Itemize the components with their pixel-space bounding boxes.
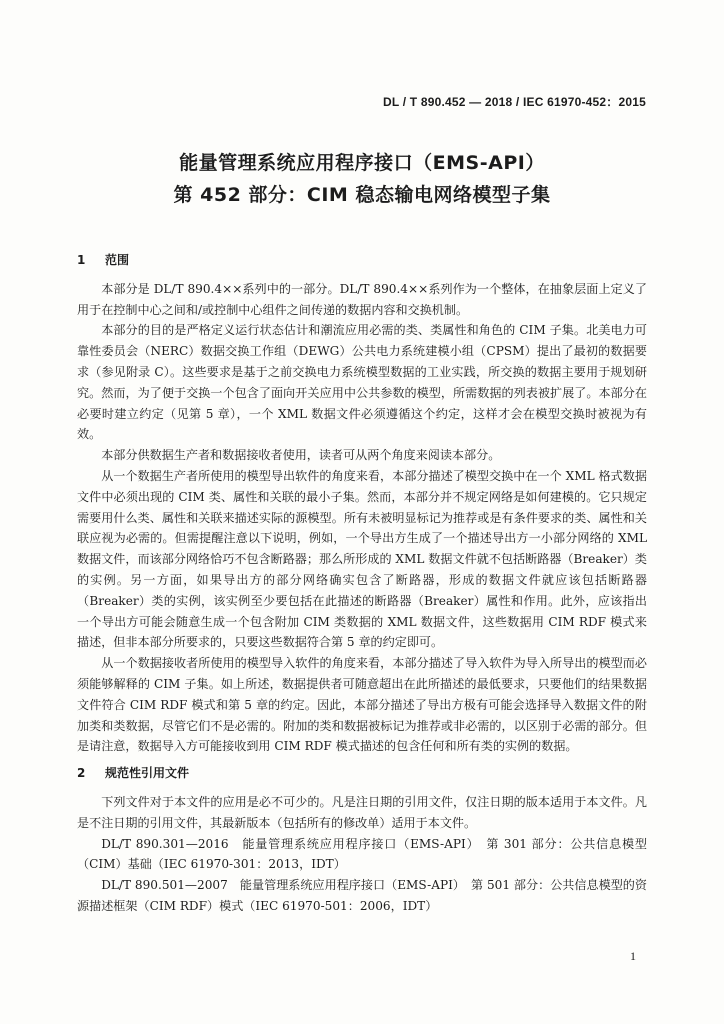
- section-1-heading: [77, 250, 647, 271]
- section-1-number: 1: [77, 253, 86, 267]
- reference-item: DL/T 890.301—2016 能量管理系统应用程序接口（EMS-API） 第 301 部分：公共信息模型（CIM）基础（IEC 61970-301：2013，IDT）: [77, 836, 647, 872]
- page-number: 1: [630, 949, 636, 963]
- paragraph: 本部分供数据生产者和数据接收者使用，读者可从两个角度来阅读本部分。: [101, 448, 501, 463]
- document-title: [0, 147, 724, 211]
- section-2-title: 规范性引用文件: [105, 766, 190, 781]
- title-line-2: 第 452 部分：CIM 稳态输电网络模型子集: [173, 184, 551, 206]
- paragraph: 从一个数据生产者所使用的模型导出软件的角度来看，本部分描述了模型交换中在一个 XML 格式数据文件中必须出现的 CIM 类、属性和关联的最小子集。然而，本部分并不规定网络是如何建模的。它只规定需要用什么类、属性和关联来描述实际的源模型。所有未被明显标记为推荐或是有条件要求的类、属性和关联应视为必需的。但需提醒注意以下说明，例如，一个导出方生成了一个描述导出方一小部分网络的 XML 数据文件，而该部分网络恰巧不包含断路器；那么所形成的 XML 数据文件就不包括断路器（Breaker）类的实例。另一方面，如果导出方的部分网络确实包含了断路器，形成的数据文件就应该包括断路器（Breaker）类的实例，该实例至少要包括在此描述的断路器（Breaker）属性和作用。此外，应该指出一个导出方可能会随意生成一个包含附加 CIM 类数据的 XML 数据文件，这些数据用 CIM RDF 模式来描述，但非本部分所要求的，只要这些数据符合第 5 章的约定即可。: [77, 468, 648, 650]
- paragraph: 本部分是 DL/T 890.4××系列中的一部分。DL/T 890.4××系列作为一个整体，在抽象层面上定义了用于在控制中心之间和/或控制中心组件之间传递的数据内容和交换机制。: [77, 281, 647, 317]
- paragraph: 本部分的目的是严格定义运行状态估计和潮流应用必需的类、类属性和角色的 CIM 子集。北美电力可靠性委员会（NERC）数据交换工作组（DEWG）公共电力系统建模小组（CPSM）提出了最初的数据要求（参见附录 C）。这些要求是基于之前交换电力系统模型数据的工业实践，所交换的数据主要用于规划研究。然而，为了便于交换一个包含了面向开关应用中公共参数的模型，所需数据的列表被扩展了。本部分在必要时建立约定（见第 5 章），一个 XML 数据文件必须遵循这个约定，这样才会在模型交换时被视为有效。: [77, 323, 647, 442]
- section-1-title: 范围: [105, 253, 130, 267]
- standard-code-header: DL / T 890.452 — 2018 / IEC 61970-452：2015: [382, 95, 646, 109]
- section-2-heading: [77, 763, 647, 784]
- paragraph: 从一个数据接收者所使用的模型导入软件的角度来看，本部分描述了导入软件为导入所导出的模型而必须能够解释的 CIM 子集。如上所述，数据提供者可随意超出在此所描述的最低要求，只要他们的结果数据文件符合 CIM RDF 模式和第 5 章的约定。因此，本部分描述了导出方极有可能会选择导入数据文件的附加类和类数据，尽管它们不是必需的。附加的类和数据被标记为推荐或非必需的，以区别于必需的部分。但是请注意，数据导入方可能接收到用 CIM RDF 模式描述的包含任何和所有类的实例的数据。: [77, 656, 647, 754]
- title-line-1: 能量管理系统应用程序接口（EMS-API）: [179, 152, 545, 174]
- reference-item: DL/T 890.501—2007 能量管理系统应用程序接口（EMS-API） 第 501 部分：公共信息模型的资源描述框架（CIM RDF）模式（IEC 61970-501：2006，IDT）: [77, 878, 647, 913]
- paragraph: 下列文件对于本文件的应用是必不可少的。凡是注日期的引用文件，仅注日期的版本适用于本文件。凡是不注日期的引用文件，其最新版本（包括所有的修改单）适用于本文件。: [77, 794, 647, 830]
- section-2-number: 2: [77, 766, 86, 781]
- document-body: [77, 250, 647, 917]
